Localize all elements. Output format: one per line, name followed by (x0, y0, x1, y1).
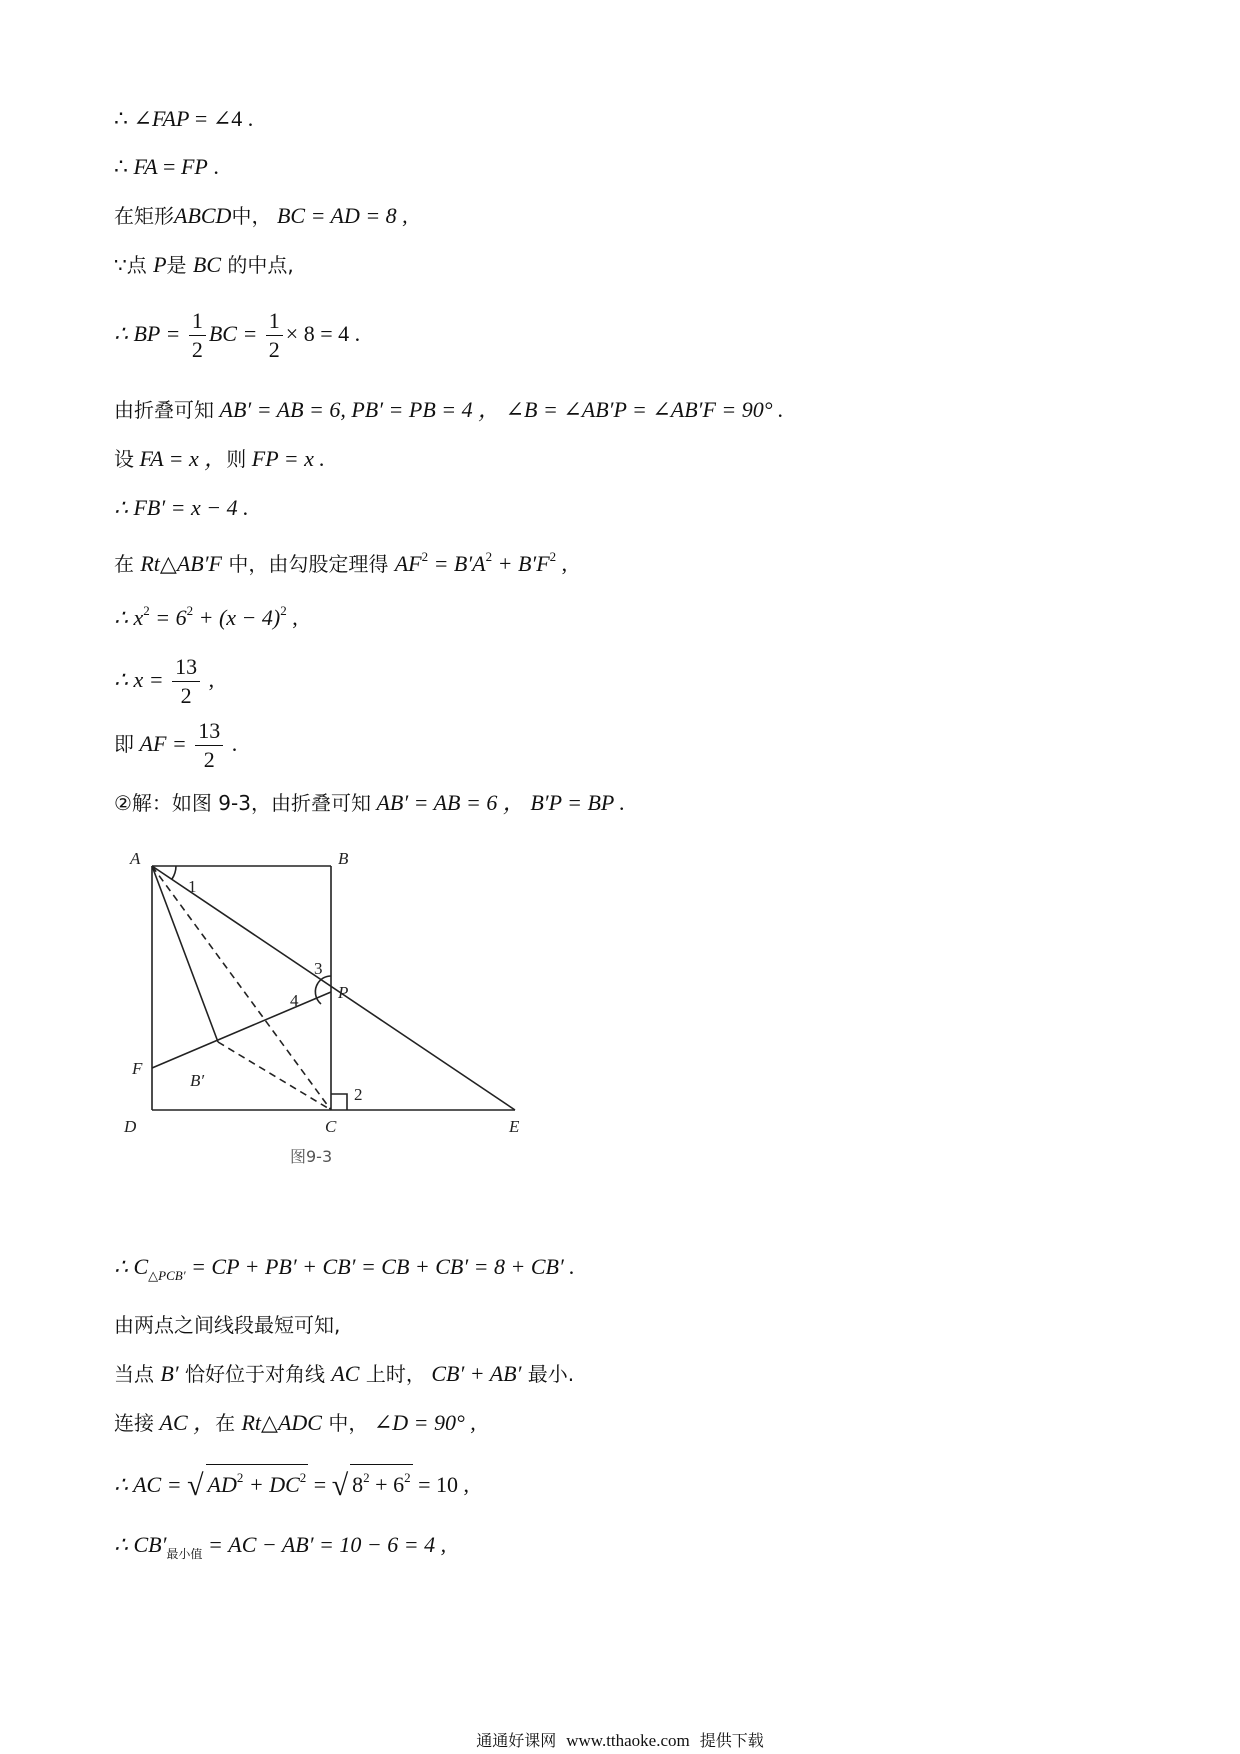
math: ∴ FB′ = x − 4 . (114, 495, 249, 520)
label-a: A (130, 849, 141, 868)
math: BC (192, 252, 222, 277)
math: ∴ x (114, 605, 144, 630)
line-part2-heading (114, 788, 625, 818)
line-diagonal (114, 1359, 574, 1389)
text: . (207, 154, 219, 179)
line-angle-fap (114, 104, 253, 134)
math: BC = (208, 321, 263, 346)
math: = AC − AB′ = 10 − 6 = 4 , (202, 1532, 447, 1557)
math: = 10 , (412, 1472, 470, 1497)
math: AB′ = AB = 6, PB′ = PB = 4 ， (214, 397, 501, 422)
text: 最小. (521, 1362, 575, 1386)
text: 由两点之间线段最短可知, (114, 1313, 341, 1337)
math: × 8 = 4 . (285, 321, 361, 346)
exponent: 2 (299, 1470, 307, 1485)
math: Rt△AB′F (140, 551, 222, 576)
math: 8 (352, 1472, 364, 1497)
label-angle-1: 1 (188, 877, 197, 896)
text: 设 (114, 447, 134, 471)
text: 在矩形 (114, 204, 174, 228)
label-b-prime: B′ (190, 1071, 205, 1090)
segment-ac-dashed (152, 866, 331, 1110)
segment-ae (152, 866, 515, 1110)
math: ∴ CB′ (114, 1532, 167, 1557)
text: , (286, 605, 298, 630)
text: 在 (215, 1411, 242, 1435)
math: FP (180, 154, 208, 179)
denominator: 2 (191, 337, 203, 363)
text: 是 (166, 253, 193, 277)
text: . (226, 731, 238, 756)
segment-b-prime-c-dashed (218, 1042, 331, 1110)
exponent: 2 (404, 1470, 411, 1485)
math: = B′A (428, 551, 486, 576)
math: FAP (151, 106, 190, 131)
math: FA = x ， (134, 446, 227, 471)
text: 中，由勾股定理得 (221, 552, 395, 576)
line-perimeter (114, 1252, 575, 1291)
segment-ab-prime (152, 866, 218, 1042)
numerator: 13 (172, 653, 200, 682)
math: FP = x . (246, 446, 325, 471)
text: , (556, 551, 568, 576)
text: 上时， (359, 1362, 426, 1386)
exponent: 2 (549, 549, 557, 564)
math: B′P = BP . (524, 790, 625, 815)
math: FA (133, 154, 158, 179)
math: AC (331, 1361, 360, 1386)
math: ∠B = ∠AB′P = ∠AB′F = 90° . (500, 397, 784, 422)
angle-4-arc (315, 983, 321, 1004)
math: ∴ AC = (114, 1472, 188, 1497)
subscript: △PCB′ (148, 1268, 186, 1283)
line-connect-ac (114, 1408, 476, 1438)
radical-sign: √ (187, 1469, 204, 1502)
label-b: B (338, 849, 349, 868)
radical-sign: √ (331, 1469, 349, 1502)
radicand (350, 1464, 412, 1498)
text: ∴ (114, 154, 134, 179)
fraction (172, 653, 200, 710)
text: 则 (226, 447, 247, 471)
text: 的中点, (221, 253, 294, 277)
label-c: C (325, 1117, 337, 1136)
math: B′ (160, 1361, 179, 1386)
footer-url[interactable]: www.tthaoke.com (566, 1731, 690, 1750)
math: = 6 (149, 605, 187, 630)
exponent: 2 (421, 549, 429, 564)
text: 在 (114, 552, 141, 576)
text: , (203, 667, 215, 692)
text: 中， (321, 1411, 369, 1435)
math: CB′ + AB′ (425, 1361, 522, 1386)
text: ②解：如图 9-3，由折叠可知 (114, 791, 371, 815)
exponent: 2 (363, 1470, 370, 1485)
denominator: 2 (203, 747, 215, 773)
text: = ∠4 . (189, 106, 254, 131)
label-p: P (338, 983, 349, 1002)
line-pythagoras (114, 542, 567, 579)
exponent: 2 (485, 549, 493, 564)
text: 连接 (114, 1411, 154, 1435)
math: ∴ C (114, 1254, 149, 1279)
angle-1-arc (172, 866, 176, 879)
right-angle-mark (331, 1094, 347, 1110)
math: ABCD (174, 203, 232, 228)
label-e: E (509, 1117, 520, 1136)
fraction (195, 717, 223, 774)
exponent: 2 (280, 603, 287, 618)
math: + 6 (369, 1472, 405, 1497)
footer-download-text: 提供下载 (699, 1731, 764, 1750)
math: ∴ x = (114, 667, 170, 692)
line-midpoint (114, 250, 294, 280)
line-folding (114, 395, 784, 425)
denominator: 2 (268, 337, 280, 363)
footer-site-name: 通通好课网 (476, 1731, 557, 1750)
math: = CP + PB′ + CB′ = CB + CB′ = 8 + CB′ . (185, 1254, 575, 1279)
label-angle-3: 3 (314, 959, 323, 978)
numerator: 1 (266, 307, 283, 336)
line-x-value (114, 650, 214, 710)
math: AF = (134, 731, 193, 756)
math: ∴ BP = (114, 321, 186, 346)
label-angle-4: 4 (290, 991, 299, 1010)
text: 当点 (114, 1362, 161, 1386)
math: + B′F (492, 551, 550, 576)
text: ∵点 (114, 253, 154, 277)
math: + (x − 4) (193, 605, 281, 630)
fraction (266, 307, 283, 364)
line-let-fa (114, 444, 325, 474)
text: ∴ ∠ (114, 106, 152, 131)
line-fa-fp (114, 152, 219, 182)
text: 由折叠可知 (114, 398, 214, 422)
exponent: 2 (236, 1470, 244, 1485)
line-fb (114, 493, 249, 523)
denominator: 2 (180, 683, 192, 709)
label-f: F (132, 1059, 143, 1078)
label-angle-2: 2 (354, 1085, 363, 1104)
subscript: 最小值 (166, 1547, 203, 1561)
math: AF (394, 551, 422, 576)
math: BC = AD = 8 , (271, 203, 408, 228)
line-af-value (114, 714, 237, 774)
line-rectangle (114, 201, 408, 231)
exponent: 2 (186, 603, 194, 618)
math: P (153, 252, 167, 277)
numerator: 13 (195, 717, 223, 746)
line-bp-value (114, 304, 360, 364)
line-ac-value (114, 1464, 469, 1501)
footer (0, 1728, 1240, 1751)
line-min-value (114, 1530, 446, 1569)
math: AD (207, 1472, 237, 1497)
text: 中， (231, 204, 272, 228)
text: 恰好位于对角线 (178, 1362, 332, 1386)
text: = (157, 154, 181, 179)
label-d: D (124, 1117, 137, 1136)
math: AB′ = AB = 6 ， (370, 790, 525, 815)
math: ∠D = 90° , (368, 1410, 476, 1435)
math: Rt△ADC (241, 1410, 322, 1435)
line-shortest (114, 1310, 340, 1340)
text: 即 (114, 732, 134, 756)
exponent: 2 (143, 603, 150, 618)
geometry-figure (118, 842, 538, 1172)
fraction (189, 307, 206, 364)
math: = (308, 1472, 332, 1497)
radicand (206, 1464, 309, 1498)
math: + DC (243, 1472, 300, 1497)
math: AC ， (154, 1410, 216, 1435)
numerator: 1 (189, 307, 206, 336)
figure-caption: 图9-3 (290, 1147, 333, 1166)
line-equation (114, 596, 298, 633)
